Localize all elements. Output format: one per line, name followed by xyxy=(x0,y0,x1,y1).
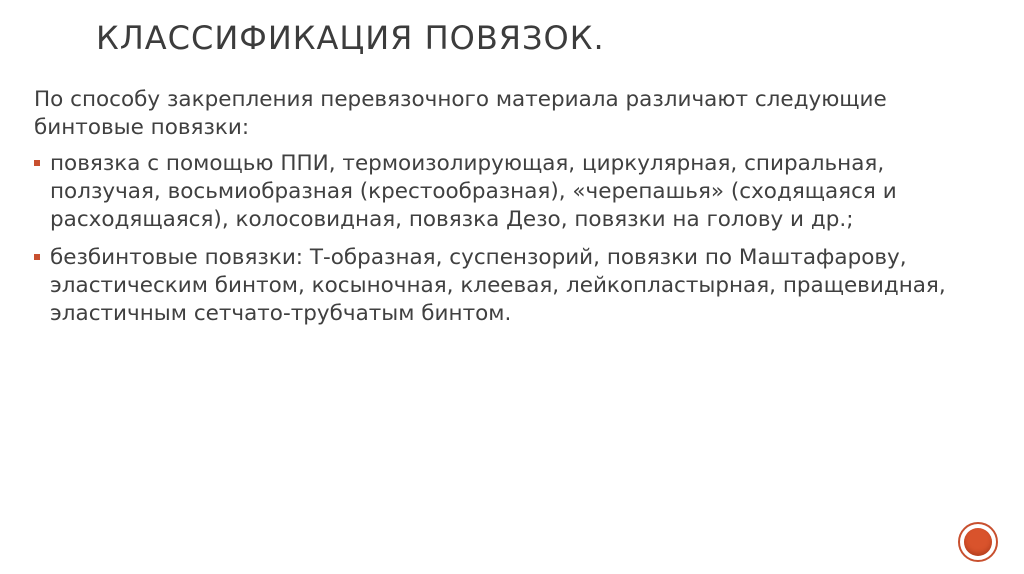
square-bullet-icon xyxy=(34,160,40,166)
list-item xyxy=(34,244,974,328)
circle-badge-icon xyxy=(958,522,998,562)
list-item xyxy=(34,150,974,234)
bullet-list xyxy=(34,150,974,328)
bullet-text: безбинтовые повязки: Т-образная, суспензорий, повязки по Маштафарову, эластическим бинтом, косыночная, клеевая, лейкопластырная, пращевидная, эластичным сетчато-трубчатым бинтом. xyxy=(50,245,946,326)
slide-title: КЛАССИФИКАЦИЯ ПОВЯЗОК. xyxy=(96,19,605,57)
bullet-text: повязка с помощью ППИ, термоизолирующая, циркулярная, спиральная, ползучая, восьмиобразная (крестообразная), «черепашья» (сходящаяся и расходящаяся), колосовидная, повязка Дезо, повязки на голову и др.; xyxy=(50,151,897,232)
badge-inner xyxy=(964,528,992,556)
square-bullet-icon xyxy=(34,254,40,260)
intro-text: По способу закрепления перевязочного материала различают следующие бинтовые повязки: xyxy=(34,87,887,140)
slide-body xyxy=(34,86,974,338)
